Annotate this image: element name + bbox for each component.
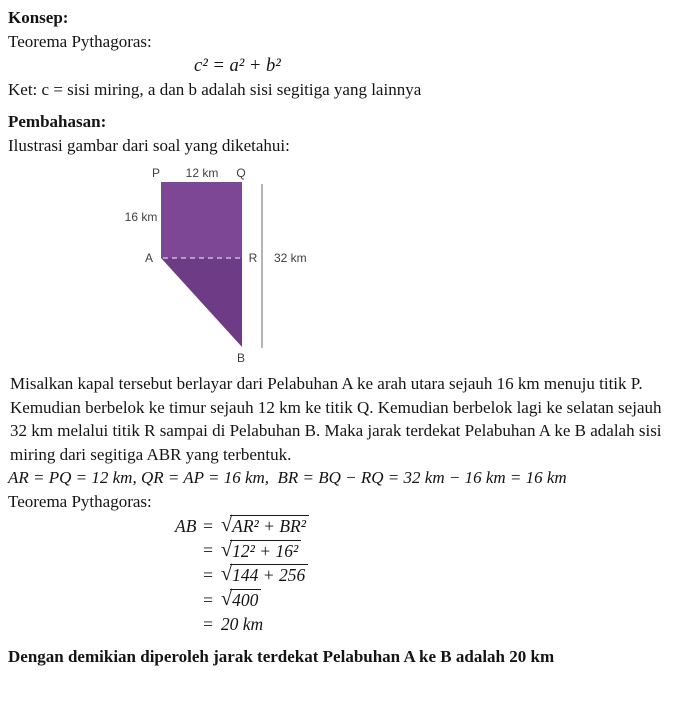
equation-lhs: AB bbox=[175, 515, 197, 536]
sqrt-expression bbox=[221, 589, 262, 611]
sqrt-argument: 144 + 256 bbox=[230, 564, 308, 586]
equation-row-4 bbox=[175, 588, 682, 613]
equals-sign: = bbox=[202, 614, 214, 635]
diagram-svg bbox=[105, 160, 315, 366]
equals-sign: = bbox=[202, 515, 214, 536]
text-teorema-pythagoras-2: Teorema Pythagoras: bbox=[8, 492, 152, 511]
sqrt-argument: AR² + BR² bbox=[230, 515, 309, 537]
equals-sign: = bbox=[202, 589, 214, 610]
text-teorema-pythagoras-1: Teorema Pythagoras: bbox=[8, 32, 152, 51]
vertex-label-q: Q bbox=[236, 166, 246, 180]
vertex-label-r: R bbox=[248, 251, 258, 265]
vertex-label-a: A bbox=[144, 251, 154, 265]
formula-pythagoras: c² = a² + b² bbox=[194, 56, 281, 76]
side-label-12km: 12 km bbox=[185, 166, 219, 180]
vertex-label-p: P bbox=[151, 166, 161, 180]
equation-block bbox=[175, 514, 682, 637]
text-ilustrasi: Ilustrasi gambar dari soal yang diketahui: bbox=[8, 136, 290, 155]
paragraph-penjelasan: Misalkan kapal tersebut berlayar dari Pelabuhan A ke arah utara sejauh 16 km menuju titik P. Kemudian berbelok ke timur sejauh 12 km ke titik Q. Kemudian berbelok lagi ke selatan sejauh 32 km melalui titik R sampai di Pelabuhan B. Maka jarak terdekat Pelabuhan A ke B adalah sisi miring dari segitiga ABR yang terbentuk. bbox=[10, 374, 662, 464]
sqrt-expression bbox=[221, 515, 309, 537]
sqrt-argument: 12² + 16² bbox=[230, 540, 301, 562]
sqrt-expression bbox=[221, 540, 301, 562]
sqrt-expression bbox=[221, 564, 308, 586]
side-label-32km: 32 km bbox=[274, 251, 307, 265]
diagram-shape-rectangle-pqra bbox=[161, 182, 242, 258]
sqrt-argument: 400 bbox=[230, 589, 261, 611]
equals-sign: = bbox=[202, 564, 214, 585]
conclusion-line: Dengan demikian diperoleh jarak terdekat Pelabuhan A ke B adalah 20 km bbox=[8, 646, 555, 666]
math-relations-line: AR = PQ = 12 km, QR = AP = 16 km, BR = BQ − RQ = 32 km − 16 km = 16 km bbox=[8, 468, 567, 487]
equation-row-2 bbox=[175, 539, 682, 564]
equation-row-3 bbox=[175, 563, 682, 588]
heading-pembahasan: Pembahasan: bbox=[8, 112, 107, 131]
radical-sign: √ bbox=[220, 588, 233, 611]
equals-sign: = bbox=[202, 540, 214, 561]
diagram-shape-triangle-arb bbox=[161, 258, 242, 347]
radical-sign: √ bbox=[220, 563, 233, 586]
heading-konsep: Konsep: bbox=[8, 8, 69, 27]
equation-result: 20 km bbox=[220, 614, 264, 635]
diagram-illustration bbox=[8, 160, 682, 366]
equation-row-5 bbox=[175, 612, 682, 637]
radical-sign: √ bbox=[220, 538, 233, 561]
radical-sign: √ bbox=[220, 514, 233, 537]
equation-row-1 bbox=[175, 514, 682, 539]
text-keterangan: Ket: c = sisi miring, a dan b adalah sisi segitiga yang lainnya bbox=[8, 80, 422, 99]
side-label-16km: 16 km bbox=[124, 210, 158, 224]
vertex-label-b: B bbox=[236, 351, 246, 365]
